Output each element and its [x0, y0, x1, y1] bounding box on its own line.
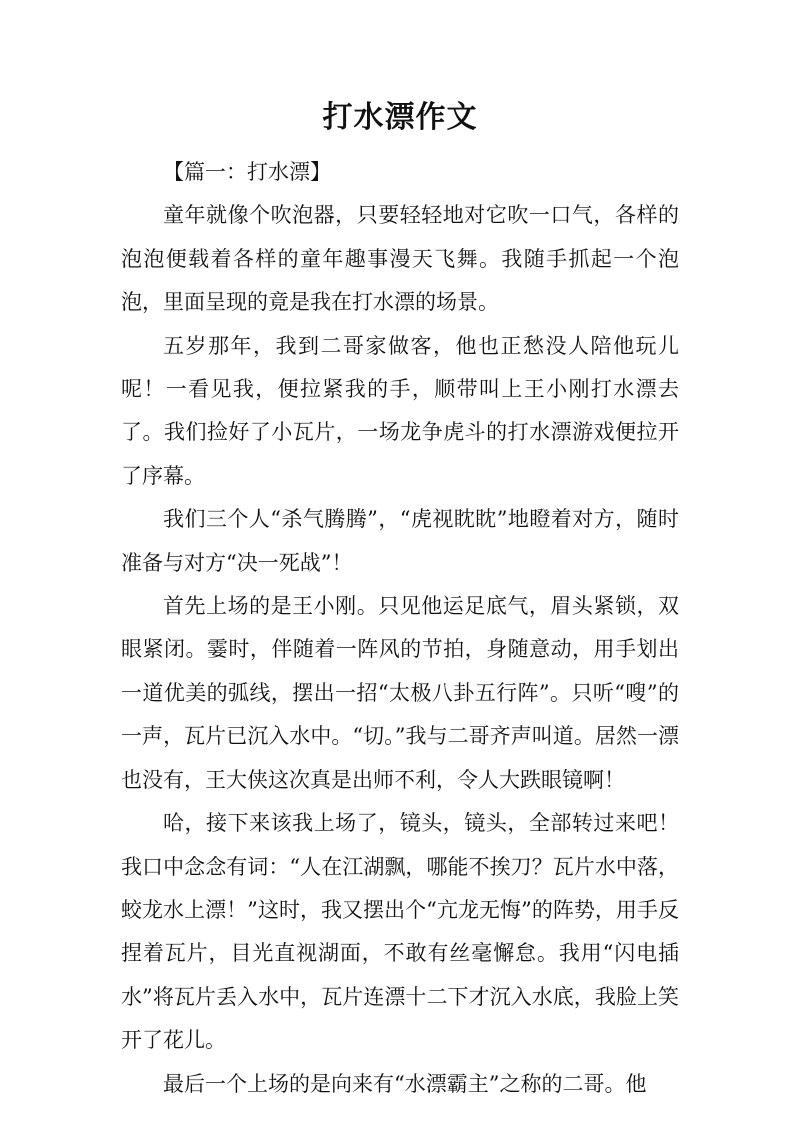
paragraph-4: 首先上场的是王小刚。只见他运足底气，眉头紧锁，双眼紧闭。霎时，伴随着一阵风的节拍，身随意动，用手划出一道优美的弧线，摆出一招“太极八卦五行阵”。只听“嗖”的一声，瓦片已沉入水中。“切。”我与二哥齐声叫道。居然一漂也没有，王大侠这次真是出师不利，令人大跌眼镜啊！	[121, 594, 679, 792]
paragraph-6: 最后一个上场的是向来有“水漂霸主”之称的二哥。他	[163, 1071, 647, 1096]
document-title: 打水漂作文	[322, 100, 478, 135]
paragraph-1: 童年就像个吹泡器，只要轻轻地对它吹一口气，各样的泡泡便载着各样的童年趣事漫天飞舞。我随手抓起一个泡泡，里面呈现的竟是我在打水漂的场景。	[121, 203, 679, 315]
paragraph-3: 我们三个人“杀气腾腾”，“虎视眈眈”地瞪着对方，随时准备与对方“决一死战”！	[121, 507, 679, 575]
paragraph-2: 五岁那年，我到二哥家做客，他也正愁没人陪他玩儿呢！一看见我，便拉紧我的手，顺带叫上王小刚打水漂去了。我们捡好了小瓦片，一场龙争虎斗的打水漂游戏便拉开了序幕。	[121, 333, 679, 488]
paragraph-5: 哈，接下来该我上场了，镜头，镜头，全部转过来吧！我口中念念有词：“人在江湖飘，哪能不挨刀？瓦片水中落，蛟龙水上漂！”这时，我又摆出个“亢龙无悔”的阵势，用手反捏着瓦片，目光直视湖面，不敢有丝毫懈怠。我用“闪电插水”将瓦片丢入水中，瓦片连漂十二下才沉入水底，我脸上笑开了花儿。	[121, 811, 679, 1053]
document-body	[121, 151, 679, 1106]
section-label: 【篇一：打水漂】	[163, 160, 331, 184]
